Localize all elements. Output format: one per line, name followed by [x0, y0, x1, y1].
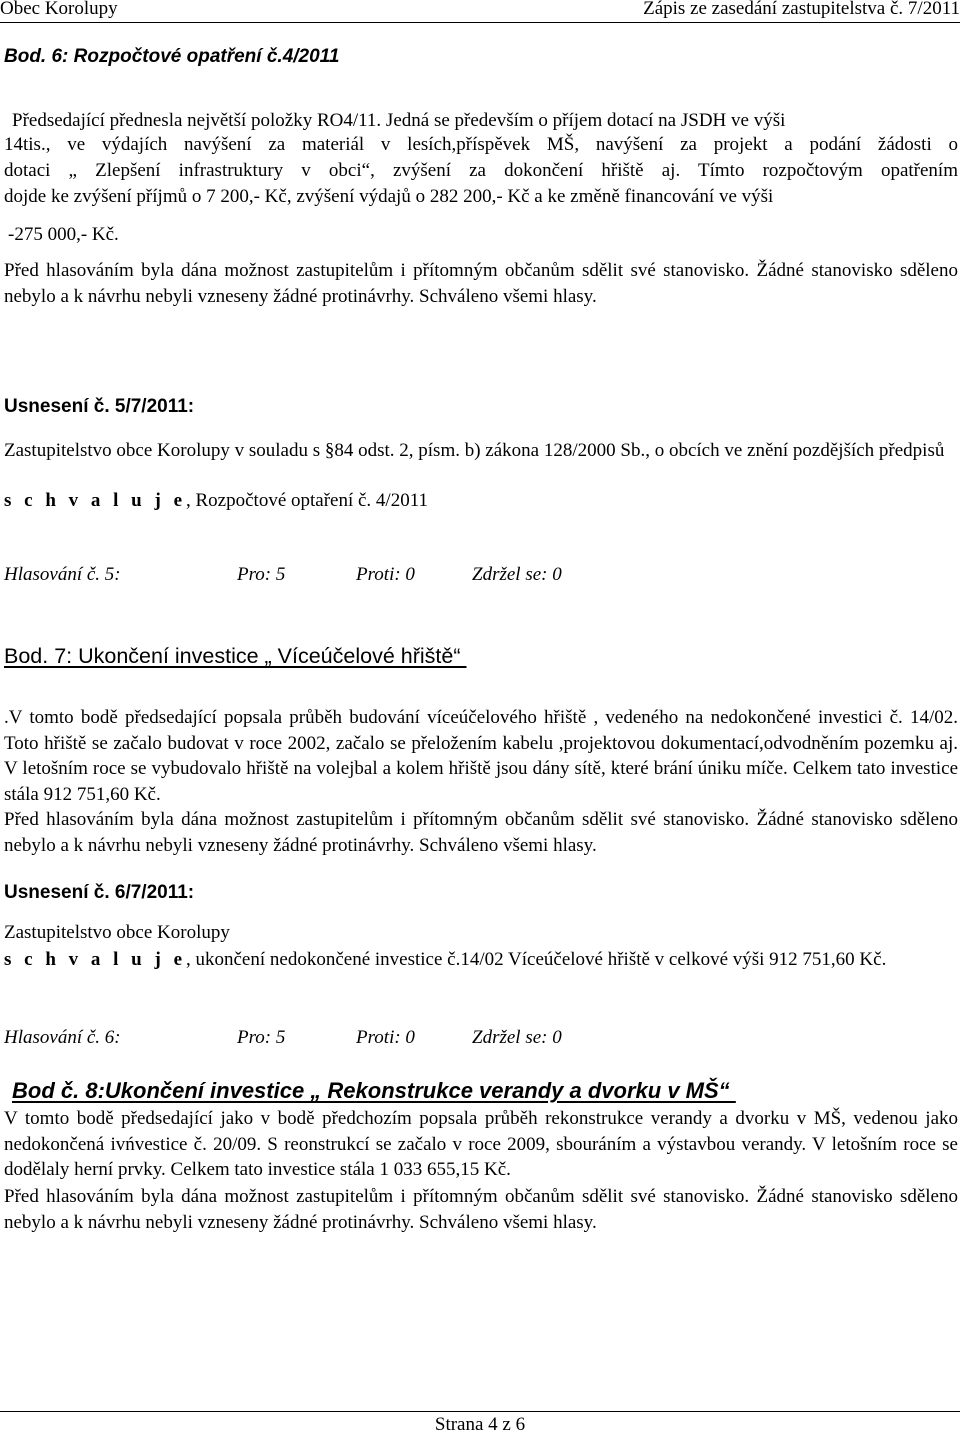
bod7-heading: Bod. 7: Ukončení investice „ Víceúčelové hřiště“: [4, 644, 467, 668]
hlasovani5-label: Hlasování č. 5:: [4, 564, 121, 585]
bod8-paragraph: V tomto bodě předsedající jako v bodě předchozím popsala průběh rekonstrukce verandy a dvorku v MŠ, vedenou jako nedokončená ivńvestice č. 20/09. S reonstrukcí se začalo v roce 2009, sbouráním a výstavbou verandy. V letošním roce se dodělaly herní prvky. Celkem tato investice stála 1 033 655,15 Kč.: [4, 1108, 958, 1181]
header-municipality: Obec Korolupy: [0, 0, 118, 19]
bod8-heading: Bod č. 8:Ukončení investice „ Rekonstrukce verandy a dvorku v MŠ“: [12, 1078, 736, 1103]
hlasovani6-zdrzel: Zdržel se: 0: [472, 1027, 562, 1048]
hlasovani5-zdrzel: Zdržel se: 0: [472, 564, 562, 585]
usneseni6-heading: Usnesení č. 6/7/2011:: [4, 882, 195, 903]
bod8-vote-note: Před hlasováním byla dána možnost zastupitelům i přítomným občanům sdělit své stanovisko. Žádné stanovisko sděleno nebylo a k návrhu nebyli vzneseny žádné protinávrhy. Schváleno všemi hlasy.: [4, 1186, 958, 1233]
hlasovani5-pro: Pro: 5: [237, 564, 286, 585]
bod7-paragraph: .V tomto bodě předsedající popsala průběh budování víceúčelového hřiště , vedeného na nedokončené investici č. 14/02. Toto hřiště se začalo budovat v roce 2002, začalo se přeložením kabelu ,projektovou dokumentací,odvodněním pozemku aj. V letošním roce se vybudovalo hřiště na volejbal a kolem hřiště jsou dány sítě, které brání úniku míče. Celkem tato investice stála 912 751,60 Kč.: [4, 707, 958, 805]
usneseni5-heading: Usnesení č. 5/7/2011:: [4, 396, 195, 417]
page-number: Strana 4 z 6: [434, 1414, 526, 1435]
bod6-paragraph-line-5: -275 000,- Kč.: [8, 224, 119, 245]
hlasovani6-pro: Pro: 5: [237, 1027, 286, 1048]
header-document-title: Zápis ze zasedání zastupitelstva č. 7/2011: [643, 0, 960, 19]
usneseni6-resolution: [4, 947, 958, 973]
footer-rule: [0, 1411, 960, 1412]
bod6-vote-note: Před hlasováním byla dána možnost zastupitelům i přítomným občanům sdělit své stanovisko. Žádné stanovisko sděleno nebylo a k návrhu nebyli vzneseny žádné protinávrhy. Schváleno všemi hlasy.: [4, 260, 958, 307]
bod6-heading: Bod. 6: Rozpočtové opatření č.4/2011: [4, 46, 340, 67]
usneseni6-text: Zastupitelstvo obce Korolupy: [4, 922, 230, 943]
usneseni5-resolution: [4, 490, 428, 512]
hlasovani5-proti: Proti: 0: [356, 564, 415, 585]
bod6-paragraph-line-1: Předsedající přednesla největší položky RO4/11. Jedná se především o příjem dotací na JSDH ve výši: [12, 110, 786, 131]
usneseni5-resolution-text: , Rozpočtové optaření č. 4/2011: [186, 490, 429, 511]
usneseni6-resolution-text: , ukončení nedokončené investice č.14/02 Víceúčelové hřiště v celkové výši 912 751,60 Kč.: [186, 949, 887, 970]
usneseni5-schvaluje: s c h v a l u j e: [4, 490, 186, 511]
header-rule: [0, 22, 960, 23]
bod6-paragraph-line-3: dotaci „ Zlepšení infrastruktury v obci“, zvýšení za dokončení hřiště aj. Tímto rozpočtovým opatřením: [4, 160, 958, 181]
page-header: [0, 0, 960, 20]
bod6-paragraph-line-4: dojde ke zvýšení příjmů o 7 200,- Kč, zvýšení výdajů o 282 200,- Kč a ke změně financování ve výši: [4, 186, 774, 207]
bod6-paragraph-line-2: 14tis., ve výdajích navýšení za materiál v lesích,příspěvek MŠ, navýšení za projekt a podání žádosti o: [4, 134, 958, 155]
bod7-vote-note: Před hlasováním byla dána možnost zastupitelům i přítomným občanům sdělit své stanovisko. Žádné stanovisko sděleno nebylo a k návrhu nebyli vzneseny žádné protinávrhy. Schváleno všemi hlasy.: [4, 809, 958, 856]
usneseni5-text: Zastupitelstvo obce Korolupy v souladu s §84 odst. 2, písm. b) zákona 128/2000 Sb., o obcích ve znění pozdějších předpisů: [4, 440, 945, 461]
hlasovani6-label: Hlasování č. 6:: [4, 1027, 121, 1048]
hlasovani6-proti: Proti: 0: [356, 1027, 415, 1048]
usneseni6-schvaluje: s c h v a l u j e: [4, 949, 186, 970]
